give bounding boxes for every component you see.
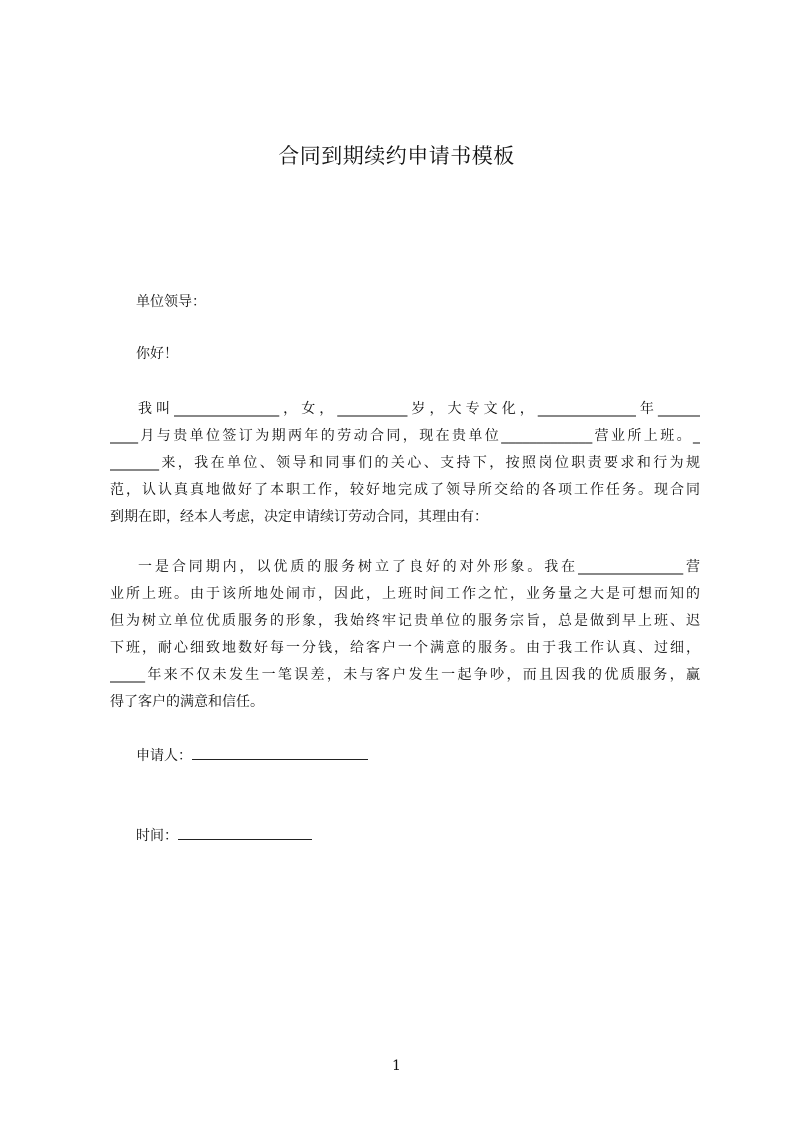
paragraph-2-line: 一是合同期内，以优质的服务树立了良好的对外形象。我在_______________营	[138, 559, 700, 575]
paragraph-2-line: 得了客户的满意和信任。	[110, 694, 264, 710]
applicant-blank	[192, 745, 368, 760]
paragraph-1	[110, 396, 700, 531]
paragraph-1-line: ____月与贵单位签订为期两年的劳动合同，现在贵单位_____________营业所上班。_	[110, 428, 700, 444]
greeting: 你好！	[136, 346, 178, 362]
applicant-line	[136, 745, 368, 766]
paragraph-2-line: 下班，耐心细致地数好每一分钱，给客户一个满意的服务。由于我工作认真、过细，	[110, 640, 700, 656]
paragraph-1-line: 范，认认真真地做好了本职工作，较好地完成了领导所交给的各项工作任务。现合同	[110, 482, 700, 498]
applicant-label: 申请人：	[136, 748, 192, 764]
page-number: 1	[392, 1058, 401, 1074]
paragraph-2-line: _____年来不仅未发生一笔误差，未与客户发生一起争吵，而且因我的优质服务，赢	[110, 667, 700, 683]
time-line	[136, 825, 312, 846]
paragraph-1-line: _______来，我在单位、领导和同事们的关心、支持下，按照岗位职责要求和行为规	[110, 455, 700, 471]
document-title: 合同到期续约申请书模板	[278, 144, 515, 168]
salutation: 单位领导：	[136, 294, 206, 310]
paragraph-1-line: 到期在即，经本人考虑，决定申请续订劳动合同，其理由有：	[110, 509, 488, 525]
paragraph-2	[110, 554, 700, 716]
paragraph-2-line: 但为树立单位优质服务的形象，我始终牢记贵单位的服务宗旨，总是做到早上班、迟	[110, 613, 700, 629]
paragraph-1-line: 我叫_______________，女，__________岁，大专文化，______________年______	[138, 401, 700, 417]
paragraph-2-line: 业所上班。由于该所地处闹市，因此，上班时间工作之忙，业务量之大是可想而知的	[110, 586, 700, 602]
time-label: 时间：	[136, 828, 178, 844]
time-blank	[178, 825, 312, 840]
